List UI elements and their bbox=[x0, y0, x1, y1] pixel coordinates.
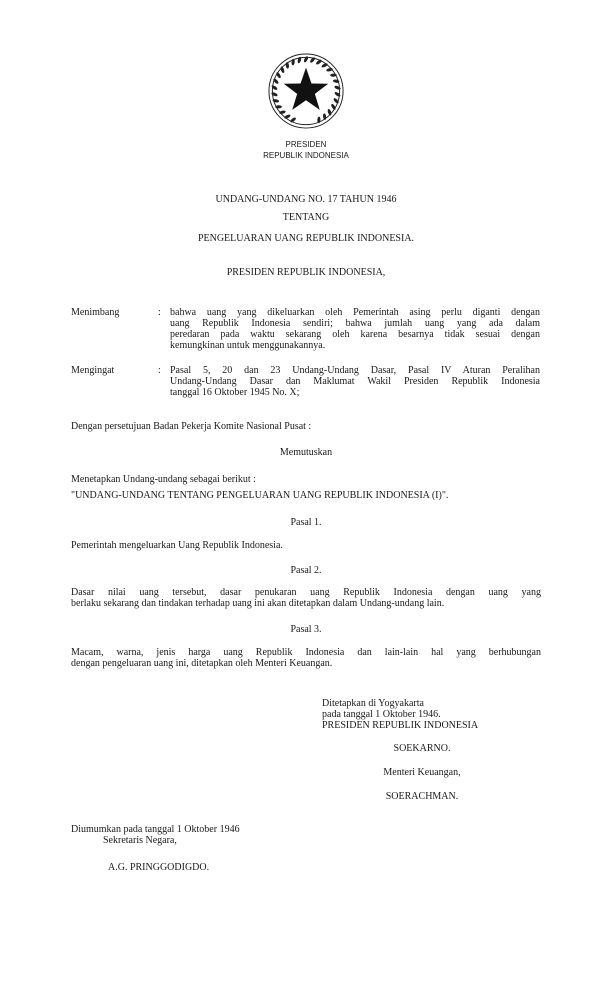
promulgation-line2: Sekretaris Negara, bbox=[103, 835, 177, 846]
menetapkan-line1: Menetapkan Undang-undang sebagai berikut : bbox=[71, 474, 256, 485]
mengingat-colon: : bbox=[158, 365, 161, 376]
article-line: Macam, warna, jenis harga uang Republik Indonesia dan lain-lain hal yang berhubungan bbox=[71, 647, 541, 658]
menimbang-line: bahwa uang yang dikeluarkan oleh Pemerintah asing perlu diganti dengan bbox=[170, 307, 540, 318]
article-heading: Pasal 2. bbox=[290, 565, 322, 576]
article-line: Pemerintah mengeluarkan Uang Republik Indonesia. bbox=[71, 540, 283, 551]
mengingat-line: tanggal 16 Oktober 1945 No. X; bbox=[170, 387, 300, 398]
menimbang-line: uang Republik Indonesia sendiri; bahwa jumlah uang yang ada dalam bbox=[170, 318, 540, 329]
president-name: SOEKARNO. bbox=[393, 743, 451, 754]
minister-name: SOERACHMAN. bbox=[385, 791, 459, 802]
law-subject: PENGELUARAN UANG REPUBLIK INDONESIA. bbox=[197, 233, 415, 244]
wreath-leaf bbox=[279, 110, 286, 115]
law-title-tentang: TENTANG bbox=[282, 212, 330, 223]
article-line: berlaku sekarang dan tindakan terhadap uang ini akan ditetapkan dalam Undang-undang lain. bbox=[71, 598, 445, 609]
wreath-leaf bbox=[303, 56, 309, 63]
wreath-leaf bbox=[326, 67, 333, 72]
menetapkan-line2: "UNDANG-UNDANG TENTANG PENGELUARAN UANG REPUBLIK INDONESIA (I)". bbox=[71, 490, 449, 501]
law-title: UNDANG-UNDANG NO. 17 TAHUN 1946 bbox=[215, 194, 397, 205]
minister-title: Menteri Keuangan, bbox=[383, 767, 461, 778]
persetujuan-text: Dengan persetujuan Badan Pekerja Komite Nasional Pusat : bbox=[71, 421, 312, 432]
mengingat-line: Undang-Undang Dasar dan Maklumat Wakil Presiden Republik Indonesia bbox=[170, 376, 540, 387]
promulgation-line1: Diumumkan pada tanggal 1 Oktober 1946 bbox=[71, 824, 240, 835]
menimbang-colon: : bbox=[158, 307, 161, 318]
article-heading: Pasal 1. bbox=[290, 517, 322, 528]
wreath-leaf bbox=[323, 113, 327, 120]
article-heading: Pasal 3. bbox=[290, 624, 322, 635]
menimbang-line: peredaran pada waktu sekarang oleh karena besarnya tidak sesuai dengan bbox=[170, 329, 540, 340]
mengingat-line: Pasal 5, 20 dan 23 Undang-Undang Dasar, Pasal IV Aturan Peralihan bbox=[170, 365, 540, 376]
signature-date: pada tanggal 1 Oktober 1946. bbox=[322, 709, 441, 720]
menimbang-label: Menimbang bbox=[71, 307, 120, 318]
wreath-leaf bbox=[285, 62, 289, 69]
article-line: dengan pengeluaran uang ini, ditetapkan oleh Menteri Keuangan. bbox=[71, 658, 333, 669]
menimbang-line: kemungkinan untuk menggunakannya. bbox=[170, 340, 326, 351]
president-heading: PRESIDEN REPUBLIK INDONESIA, bbox=[226, 267, 386, 278]
secretary-name: A.G. PRINGGODIGDO. bbox=[108, 862, 210, 873]
garuda-star-wreath-icon bbox=[267, 52, 345, 130]
emblem-caption-line1: PRESIDEN bbox=[285, 140, 327, 149]
wreath-leaf bbox=[327, 109, 332, 116]
signature-office: PRESIDEN REPUBLIK INDONESIA bbox=[322, 720, 479, 731]
wreath-leaf bbox=[280, 66, 285, 73]
mengingat-label: Mengingat bbox=[71, 365, 115, 376]
signature-place: Ditetapkan di Yogyakarta bbox=[322, 698, 424, 709]
memutuskan-heading: Memutuskan bbox=[279, 447, 333, 458]
article-line: Dasar nilai uang tersebut, dasar penukaran uang Republik Indonesia dengan uang yang bbox=[71, 587, 541, 598]
emblem-caption-line2: REPUBLIK INDONESIA bbox=[263, 151, 349, 160]
